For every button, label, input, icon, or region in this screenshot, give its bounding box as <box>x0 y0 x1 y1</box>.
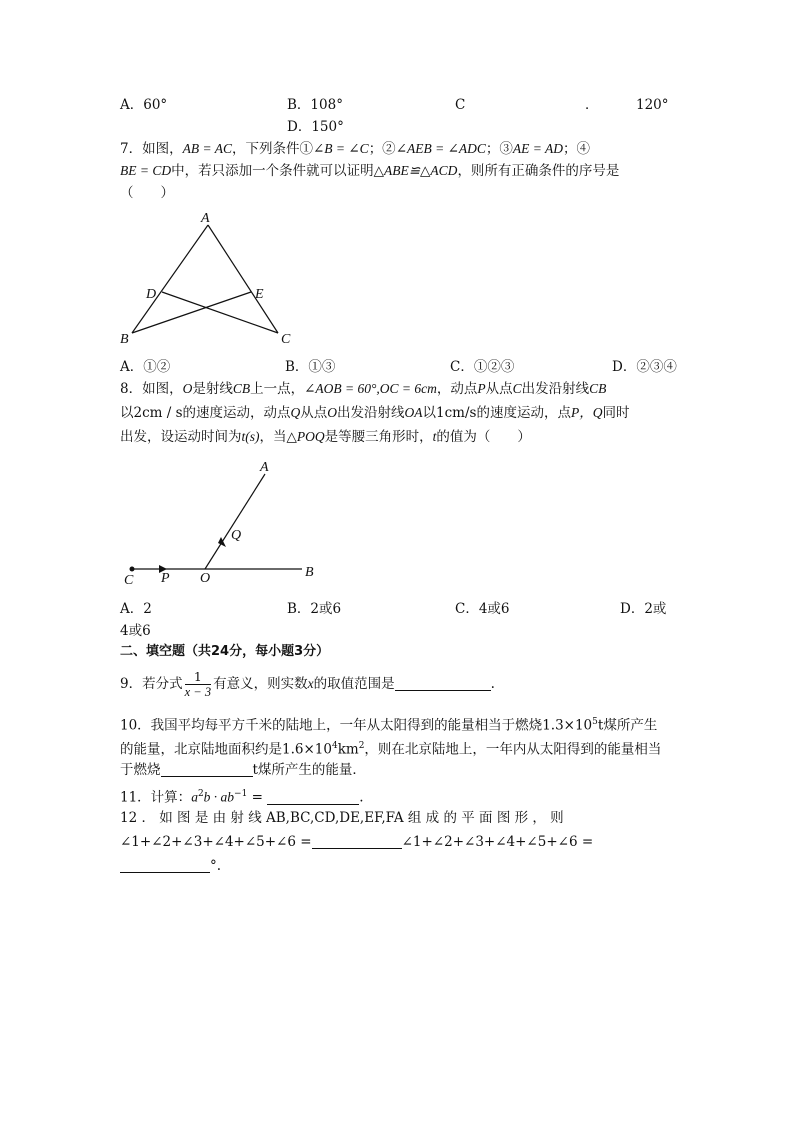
q7-option-b: B．①③ <box>285 359 336 375</box>
q10-answer-blank[interactable] <box>161 762 253 777</box>
q6-option-c-letter: C <box>455 97 466 113</box>
q6-option-c-dot: ． <box>585 97 599 113</box>
q8-label-a: A <box>260 460 269 475</box>
q8-label-b: B <box>305 565 314 580</box>
q12-answer-blank-2[interactable] <box>120 858 210 873</box>
q9-fraction: $\frac{1}{x - 3}$ <box>184 669 212 699</box>
q6-option-c-value: 120° <box>636 97 669 113</box>
q12-line-3: °. <box>120 857 673 875</box>
q8-label-q: Q <box>231 528 242 543</box>
q9-line: 9．若分式 $\frac{1}{x - 3}$ 有意义，则实数x的取值范围是 . <box>120 669 495 699</box>
q8-label-p: P <box>161 571 170 586</box>
q7-condition-1: ∠B = ∠C <box>312 141 369 156</box>
q8-option-d-continued: 4或6 <box>120 623 151 639</box>
q8-ray-oa <box>205 474 265 569</box>
q7-label-a: A <box>201 211 210 226</box>
q6-option-b: B．108° <box>287 97 343 113</box>
q7-line-1: 7．如图，AB = AC，下列条件①∠B = ∠C；②∠AEB = ∠ADC；③AE = AD；④ <box>120 141 591 157</box>
q7-condition-2: ∠AEB = ∠ADC <box>395 141 486 156</box>
q8-label-c: C <box>124 573 134 588</box>
q7-condition-given: AB = AC <box>182 141 232 156</box>
q8-speed-p: 2cm / s <box>133 405 183 421</box>
q9-answer-blank[interactable] <box>395 676 491 691</box>
q12-line-1: 12 ． 如 图 是 由 射 线 AB,BC,CD,DE,EF,FA 组 成 的 平 面 图 形 ， 则 <box>120 810 564 826</box>
q8-option-d: D．2或 <box>620 601 667 617</box>
q7-label-b: B <box>120 332 129 347</box>
q6-option-a: A．60° <box>120 97 168 113</box>
q8-option-c: C．4或6 <box>455 601 510 617</box>
q7-option-c: C．①②③ <box>450 359 515 375</box>
q7-triangle-figure <box>110 205 310 350</box>
q7-option-d: D．②③④ <box>612 359 677 375</box>
q8-line-1: 8．如图，O是射线CB上一点，∠AOB = 60°,OC = 6cm，动点P从点C出发沿射线CB <box>120 381 607 397</box>
q10-line-1: 10．我国平均每平方千米的陆地上，一年从太阳得到的能量相当于燃烧$1.3\times 10^5t$煤所产生 <box>120 717 658 734</box>
q7-label-d: D <box>146 287 157 302</box>
q12-answer-blank-1[interactable] <box>312 834 402 849</box>
q8-option-b: B．2或6 <box>287 601 342 617</box>
section-fill-in-heading: 二、填空题（共24分，每小题3分） <box>120 644 330 659</box>
q11-line: 11．计算：$a^2b \cdot ab^{-1}$ = . <box>120 789 364 806</box>
q8-label-o: O <box>200 571 211 586</box>
q8-line-3: 出发，设运动时间为t(s)，当△POQ是等腰三角形时，t的值为（ ） <box>120 429 531 445</box>
q7-answer-paren: （ ） <box>120 185 174 201</box>
q7-option-a: A．①② <box>120 359 171 375</box>
q11-answer-blank[interactable] <box>267 790 359 805</box>
q10-line-2: 的能量，北京陆地面积约是$1.6\times 10^4km^2$，则在北京陆地上，一年内从太阳得到的能量相当 <box>120 741 662 758</box>
q8-triangle: △POQ <box>286 429 325 444</box>
q8-angle-condition: ∠AOB = 60°,OC = 6cm <box>304 381 437 396</box>
q7-condition-3: AE = AD <box>512 141 564 156</box>
q7-line-2: BE = CD中，若只添加一个条件就可以证明△ABE≌△ACD，则所有正确条件的序号是 <box>120 163 620 179</box>
q8-line-2: 以2cm / s的速度运动，动点Q从点O出发沿射线OA以1cm/s的速度运动，点P，Q同时 <box>120 405 630 421</box>
q8-option-a: A．2 <box>120 601 152 617</box>
q7-label-c: C <box>281 332 291 347</box>
q8-point-c <box>130 567 135 572</box>
q7-segment-ab <box>132 225 208 333</box>
q10-line-3: 于燃烧 t煤所产生的能量． <box>120 762 366 778</box>
q7-condition-4: BE = CD <box>120 163 172 178</box>
q7-congruence: △ABE≌△ACD <box>373 163 458 178</box>
q8-ray-figure <box>115 455 330 590</box>
q6-option-d: D．150° <box>287 119 344 135</box>
q12-line-2: ∠1+∠2+∠3+∠4+∠5+∠6 = ∠1+∠2+∠3+∠4+∠5+∠6 = <box>120 834 594 850</box>
q7-label-e: E <box>255 287 264 302</box>
q7-segment-ac <box>208 225 278 333</box>
